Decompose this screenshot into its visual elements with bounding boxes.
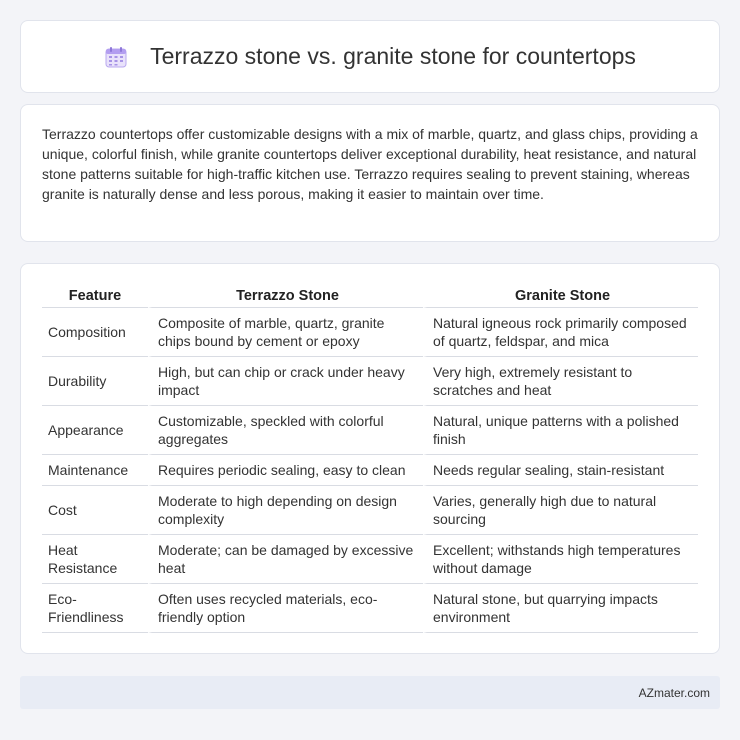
summary-text: Terrazzo countertops offer customizable designs with a mix of marble, quartz, and glass chips, providing a unique, colorful finish, while granite countertops deliver exceptional durability, heat resistance, and natural stone patterns suitable for high-traffic kitchen use. Terrazzo requires sealing to prevent staining, whereas granite is naturally dense and less porous, making it easier to maintain over time. [42, 126, 698, 202]
comparison-table-card [20, 263, 720, 654]
granite-cell: Natural stone, but quarrying impacts environment [423, 584, 698, 633]
feature-cell: Maintenance [42, 455, 148, 486]
feature-cell: Composition [42, 308, 148, 357]
table-row [42, 406, 698, 455]
footer-bar [20, 676, 720, 709]
granite-cell: Needs regular sealing, stain-resistant [423, 455, 698, 486]
table-header-row [42, 286, 698, 308]
table-row [42, 584, 698, 633]
granite-cell: Natural igneous rock primarily composed of quartz, feldspar, and mica [423, 308, 698, 357]
granite-cell: Excellent; withstands high temperatures without damage [423, 535, 698, 584]
granite-cell: Natural, unique patterns with a polished finish [423, 406, 698, 455]
page-title [104, 43, 636, 70]
header-feature: Feature [42, 286, 148, 308]
granite-cell: Varies, generally high due to natural sourcing [423, 486, 698, 535]
footer-brand[interactable]: AZmater.com [638, 685, 710, 700]
header-granite: Granite Stone [423, 286, 698, 308]
feature-cell: Cost [42, 486, 148, 535]
header-terrazzo: Terrazzo Stone [148, 286, 423, 308]
summary-card [20, 104, 720, 242]
feature-cell: Durability [42, 357, 148, 406]
calendar-icon [104, 45, 128, 69]
terrazzo-cell: High, but can chip or crack under heavy impact [148, 357, 423, 406]
terrazzo-cell: Moderate to high depending on design complexity [148, 486, 423, 535]
feature-cell: Heat Resistance [42, 535, 148, 584]
granite-cell: Very high, extremely resistant to scratches and heat [423, 357, 698, 406]
title-card [20, 20, 720, 93]
page-title-text: Terrazzo stone vs. granite stone for countertops [150, 43, 636, 69]
terrazzo-cell: Composite of marble, quartz, granite chips bound by cement or epoxy [148, 308, 423, 357]
terrazzo-cell: Often uses recycled materials, eco-friendly option [148, 584, 423, 633]
table-row [42, 308, 698, 357]
terrazzo-cell: Moderate; can be damaged by excessive heat [148, 535, 423, 584]
terrazzo-cell: Customizable, speckled with colorful aggregates [148, 406, 423, 455]
table-row [42, 357, 698, 406]
feature-cell: Appearance [42, 406, 148, 455]
feature-cell: Eco-Friendliness [42, 584, 148, 633]
comparison-table [42, 286, 698, 633]
table-row [42, 455, 698, 486]
terrazzo-cell: Requires periodic sealing, easy to clean [148, 455, 423, 486]
table-row [42, 535, 698, 584]
table-row [42, 486, 698, 535]
